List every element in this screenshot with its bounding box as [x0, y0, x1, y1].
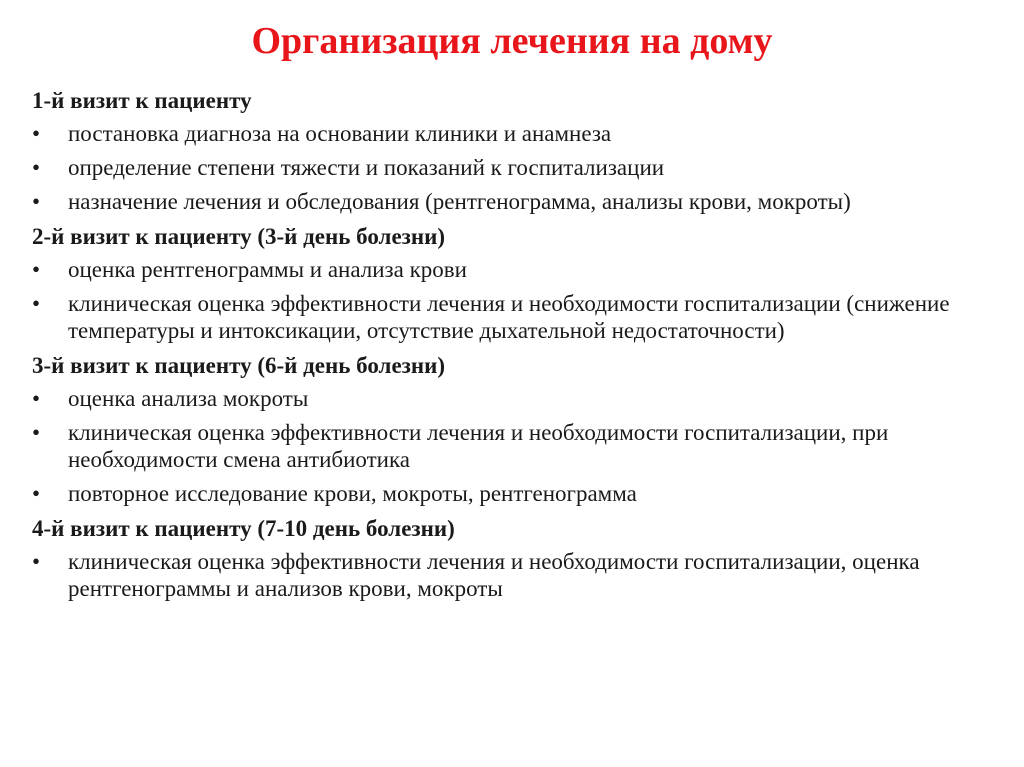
- list-item: [32, 154, 1007, 181]
- list-item-text: клиническая оценка эффективности лечения и необходимости госпитализации, оценка рентгенограммы и анализов крови, мокроты: [68, 549, 920, 601]
- bullet-icon: •: [32, 386, 41, 411]
- bullet-list: [32, 548, 1007, 602]
- bullet-icon: •: [32, 257, 41, 282]
- list-item-text: клиническая оценка эффективности лечения и необходимости госпитализации, при необходимости смена антибиотика: [68, 420, 889, 472]
- visit-section-1: [32, 86, 1007, 215]
- list-item: [32, 120, 1007, 147]
- list-item-text: определение степени тяжести и показаний к госпитализации: [68, 155, 665, 180]
- list-item-text: назначение лечения и обследования (рентгенограмма, анализы крови, мокроты): [68, 189, 851, 214]
- list-item-text: оценка рентгенограммы и анализа крови: [68, 257, 467, 282]
- bullet-icon: •: [32, 481, 41, 506]
- bullet-list: [32, 120, 1007, 215]
- list-item: [32, 188, 1007, 215]
- bullet-icon: •: [32, 420, 41, 445]
- slide-content: [32, 86, 1007, 609]
- slide-title: Организация лечения на дому: [251, 20, 773, 62]
- bullet-icon: •: [32, 121, 41, 146]
- section-heading: 4-й визит к пациенту (7-10 день болезни): [32, 516, 455, 541]
- list-item-text: оценка анализа мокроты: [68, 386, 309, 411]
- visit-section-3: [32, 351, 1007, 507]
- list-item-text: клиническая оценка эффективности лечения и необходимости госпитализации (снижение температуры и интоксикации, отсутствие дыхательной недостаточности): [68, 291, 950, 343]
- list-item-text: постановка диагноза на основании клиники и анамнеза: [68, 121, 612, 146]
- bullet-list: [32, 385, 1007, 507]
- list-item: [32, 256, 1007, 283]
- list-item: [32, 419, 1007, 473]
- bullet-icon: •: [32, 155, 41, 180]
- list-item: [32, 385, 1007, 412]
- bullet-icon: •: [32, 291, 41, 316]
- list-item: [32, 548, 1007, 602]
- section-heading: 1-й визит к пациенту: [32, 88, 252, 113]
- list-item: [32, 290, 1007, 344]
- section-heading: 3-й визит к пациенту (6-й день болезни): [32, 353, 446, 378]
- list-item: [32, 480, 1007, 507]
- list-item-text: повторное исследование крови, мокроты, рентгенограмма: [68, 481, 637, 506]
- bullet-list: [32, 256, 1007, 344]
- bullet-icon: •: [32, 549, 41, 574]
- visit-section-4: [32, 514, 1007, 602]
- section-heading: 2-й визит к пациенту (3-й день болезни): [32, 224, 446, 249]
- bullet-icon: •: [32, 189, 41, 214]
- visit-section-2: [32, 222, 1007, 344]
